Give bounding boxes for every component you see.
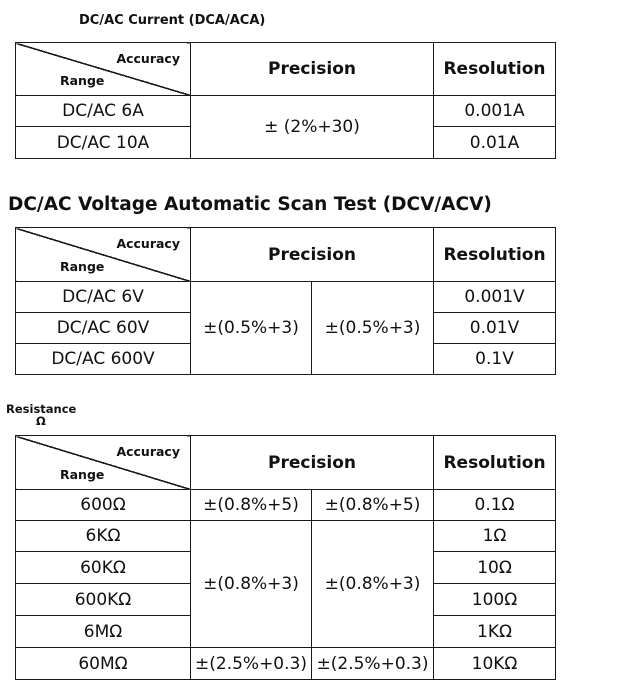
resolution-header: Resolution — [434, 436, 556, 490]
resistance-spec-table — [15, 435, 556, 680]
range-accuracy-header-cell — [16, 228, 191, 282]
ohm-symbol: Ω — [36, 414, 46, 428]
precision-cell: ±(0.8%+3) — [312, 521, 434, 648]
current-section-title: DC/AC Current (DCA/ACA) — [79, 13, 266, 28]
table-header-row — [16, 43, 556, 96]
range-accuracy-header-cell — [16, 436, 191, 490]
voltage-section-title: DC/AC Voltage Automatic Scan Test (DCV/ACV) — [8, 194, 492, 215]
range-cell: 600KΩ — [16, 584, 191, 616]
resolution-header: Resolution — [434, 228, 556, 282]
resolution-cell: 0.01V — [434, 313, 556, 344]
current-spec-table — [15, 42, 556, 159]
resolution-cell: 0.1Ω — [434, 490, 556, 521]
accuracy-label: Accuracy — [116, 444, 180, 459]
table-row — [16, 96, 556, 127]
range-cell: DC/AC 600V — [16, 344, 191, 375]
precision-cell: ±(0.8%+5) — [312, 490, 434, 521]
resolution-cell: 1Ω — [434, 521, 556, 552]
precision-ac-cell: ±(0.5%+3) — [312, 282, 434, 375]
precision-header: Precision — [191, 436, 434, 490]
precision-cell: ±(0.8%+3) — [191, 521, 312, 648]
resolution-cell: 10Ω — [434, 552, 556, 584]
range-cell: 6KΩ — [16, 521, 191, 552]
table-row — [16, 282, 556, 313]
range-cell: 60KΩ — [16, 552, 191, 584]
range-cell: DC/AC 6A — [16, 96, 191, 127]
range-cell: 6MΩ — [16, 616, 191, 648]
resolution-cell: 0.001V — [434, 282, 556, 313]
resolution-cell: 1KΩ — [434, 616, 556, 648]
resolution-cell: 0.1V — [434, 344, 556, 375]
precision-header: Precision — [191, 228, 434, 282]
precision-dc-cell: ±(0.5%+3) — [191, 282, 312, 375]
precision-cell: ±(2.5%+0.3) — [191, 648, 312, 680]
table-row — [16, 490, 556, 521]
table-header-row — [16, 436, 556, 490]
range-cell: DC/AC 10A — [16, 127, 191, 159]
resistance-title-text: Resistance — [6, 402, 77, 416]
range-label: Range — [60, 73, 105, 88]
range-cell: DC/AC 6V — [16, 282, 191, 313]
resolution-cell: 0.01A — [434, 127, 556, 159]
resolution-cell: 100Ω — [434, 584, 556, 616]
resolution-cell: 10KΩ — [434, 648, 556, 680]
resolution-cell: 0.001A — [434, 96, 556, 127]
accuracy-label: Accuracy — [116, 236, 180, 251]
precision-cell: ±(0.8%+5) — [191, 490, 312, 521]
precision-header: Precision — [191, 43, 434, 96]
precision-cell: ± (2%+30) — [191, 96, 434, 159]
precision-cell: ±(2.5%+0.3) — [312, 648, 434, 680]
table-row — [16, 521, 556, 552]
table-row — [16, 648, 556, 680]
range-label: Range — [60, 467, 105, 482]
range-cell: DC/AC 60V — [16, 313, 191, 344]
voltage-spec-table — [15, 227, 556, 375]
resolution-header: Resolution — [434, 43, 556, 96]
range-label: Range — [60, 259, 105, 274]
accuracy-label: Accuracy — [116, 51, 180, 66]
range-accuracy-header-cell — [16, 43, 191, 96]
resistance-section-title — [6, 403, 76, 427]
range-cell: 600Ω — [16, 490, 191, 521]
range-cell: 60MΩ — [16, 648, 191, 680]
table-header-row — [16, 228, 556, 282]
